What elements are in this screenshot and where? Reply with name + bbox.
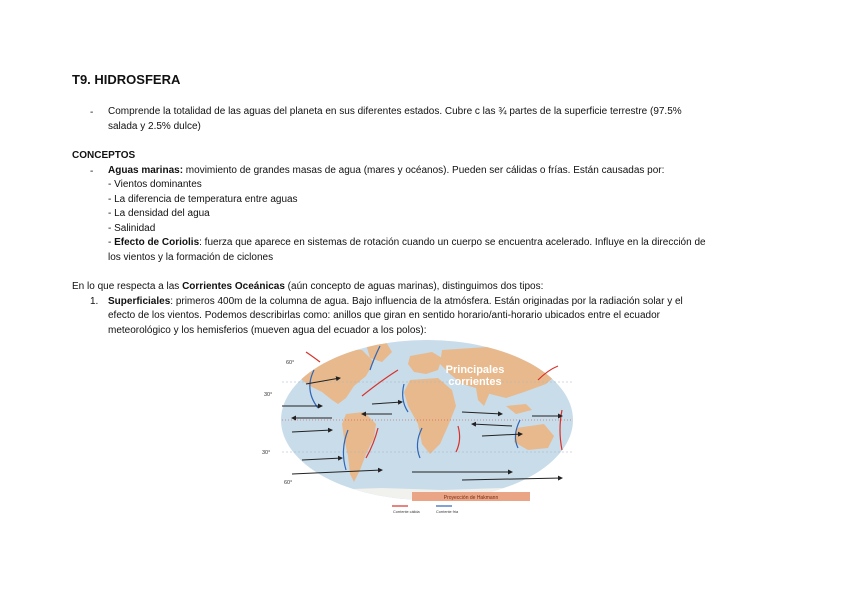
superficiales-line-1	[108, 295, 683, 310]
coriolis-prefix: -	[108, 237, 115, 248]
map-title-line-1: Principales	[445, 364, 505, 376]
latitude-label: 60°	[286, 360, 295, 366]
map-title-line-2: corrientes	[448, 376, 502, 388]
cause-item: - La densidad del agua	[108, 208, 210, 219]
coriolis-line	[108, 236, 706, 251]
aguas-marinas-text: movimiento de grandes masas de agua (mares y océanos). Pueden ser cálidas o frías. Están causadas por:	[183, 165, 665, 176]
coriolis-term: Efecto de Coriolis	[114, 237, 200, 248]
cause-item: - Salinidad	[108, 223, 156, 234]
superficiales-line-2: efecto de los vientos. Podemos describirlas como: anillos que giran en sentido horario/anti-horario ubicados entre el ecuador	[108, 310, 660, 321]
bullet-dash: -	[90, 166, 94, 177]
list-number: 1.	[90, 296, 99, 307]
intro-line-1: Comprende la totalidad de las aguas del planeta en sus diferentes estados. Cubre c las ¾ partes de la superficie terrestre (97.5%	[108, 106, 682, 117]
corrientes-suffix: (aún concepto de aguas marinas), distinguimos dos tipos:	[284, 281, 544, 292]
intro-line-2: salada y 2.5% dulce)	[108, 121, 201, 132]
warm-current-arrow	[306, 352, 320, 362]
superficiales-line-3: meteorológico y los hemisferios (mueven agua del ecuador a los polos):	[108, 325, 427, 336]
conceptos-heading: CONCEPTOS	[72, 150, 136, 161]
page-title: T9. HIDROSFERA	[72, 72, 181, 87]
superficiales-text: : primeros 400m de la columna de agua. Bajo influencia de la atmósfera. Están originadas por la radiación solar y el	[170, 296, 683, 307]
world-map-svg	[262, 340, 587, 518]
legend-cold-label: Corriente fría	[436, 510, 459, 514]
latitude-label: 30°	[262, 450, 271, 456]
aguas-marinas-term: Aguas marinas:	[108, 165, 184, 176]
legend-warm-label: Corriente cálida	[393, 510, 420, 514]
aguas-marinas-line	[108, 164, 664, 179]
latitude-label: 60°	[284, 480, 293, 486]
cause-item: - Vientos dominantes	[108, 179, 202, 190]
coriolis-text: : fuerza que aparece en sistemas de rotación cuando un cuerpo se encuentra acelerado. Influye en la dirección de	[199, 237, 706, 248]
cause-item: - La diferencia de temperatura entre aguas	[108, 194, 298, 205]
latitude-label: 30°	[264, 392, 273, 398]
coriolis-line-2: los vientos y la formación de ciclones	[108, 252, 274, 263]
corrientes-term: Corrientes Oceánicas	[182, 281, 285, 292]
corrientes-intro	[72, 280, 543, 295]
ocean-currents-map	[262, 340, 587, 518]
bullet-dash: -	[90, 107, 94, 118]
corrientes-prefix: En lo que respecta a las	[72, 281, 183, 292]
superficiales-term: Superficiales	[108, 296, 171, 307]
projection-label: Proyección de Hakmann	[443, 495, 499, 501]
